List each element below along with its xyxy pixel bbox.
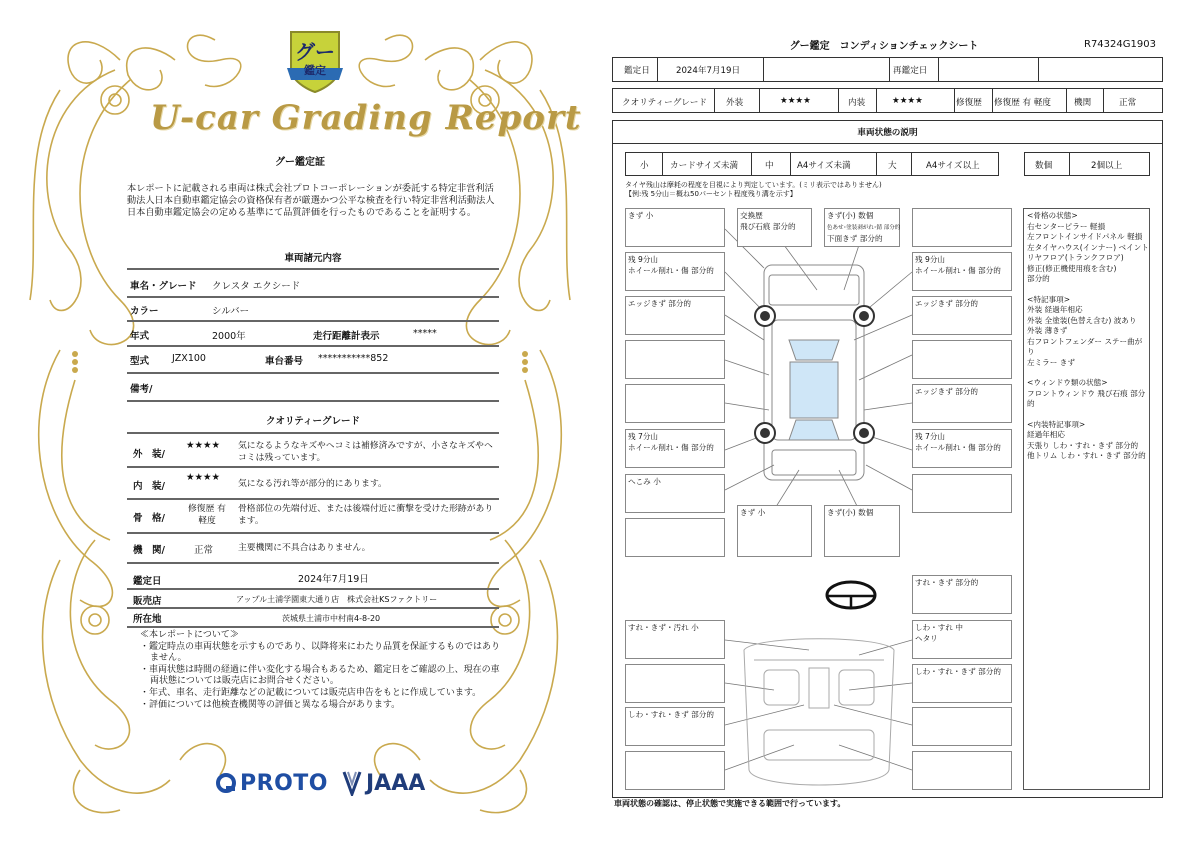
count-value: 2個以上 [1091, 161, 1123, 171]
proto-logo-text: PROTO [240, 770, 328, 796]
divider [127, 626, 499, 628]
callout-text: 交換歴 [740, 211, 763, 220]
quality-engine-value: 正常 [194, 545, 214, 556]
callout-box [912, 751, 1012, 790]
size-medium-label: 中 [765, 161, 774, 171]
callout-text: ホイール削れ・傷 部分的 [628, 266, 714, 275]
callout-box [625, 664, 725, 703]
certificate-title: グー鑑定証 [275, 157, 325, 168]
report-notes [140, 630, 500, 711]
callout-text: 残 7分山 [628, 432, 659, 441]
callout-text: 色あせ･塗装剥がれ･錆 部分的 [827, 225, 901, 231]
footer-note: 車両状態の確認は、停止状態で実施できる範囲で行っています。 [614, 799, 846, 808]
callout-text: しわ・すれ 中 [915, 623, 963, 632]
quality-ext-stars: ★★★★ [186, 440, 221, 451]
reappraisal-date-label: 再鑑定日 [893, 66, 928, 76]
detail-line: <ウィンドウ類の状態> [1027, 378, 1108, 387]
location-value: 茨城県土浦市中村南4-8-20 [282, 614, 381, 623]
jaaa-logo [342, 770, 425, 796]
callout-text: 残 9分山 [915, 255, 946, 264]
dealer-value: アップル土浦学園東大通り店 株式会社KSファクトリー [236, 595, 438, 604]
size-small-label: 小 [640, 161, 649, 171]
location-label: 所在地 [133, 614, 162, 625]
detail-line: 左フロントインサイドパネル 軽損 [1027, 232, 1143, 241]
condition-title: 車両状態の説明 [857, 128, 918, 138]
exterior-label: 外装 [726, 98, 744, 108]
callout-text: すれ・きず 部分的 [915, 578, 979, 587]
callout-box [912, 340, 1012, 379]
spec-color-value: シルバー [212, 306, 250, 317]
callout-text: ホイール削れ・傷 部分的 [915, 443, 1001, 452]
divider [127, 588, 499, 590]
spec-chassis-label: 車台番号 [265, 356, 304, 367]
repair-history-label: 修復歴 [956, 98, 982, 108]
quality-ext-desc: 気になるようなキズやヘコミは補修済みですが、小さなキズやヘコミは残っています。 [238, 441, 493, 463]
badge-top-text: グー [295, 40, 335, 64]
tire-example: 【例:残 5分山＝概ね50パーセント程度残り溝を示す】 [625, 190, 797, 198]
callout-text: ヘタリ [915, 634, 938, 643]
divider [127, 320, 499, 322]
detail-line: 修正(修正機使用痕を含む) [1027, 263, 1117, 273]
divider [127, 345, 499, 347]
callout-box [625, 340, 725, 379]
quality-engine-desc: 主要機関に不具合はありません。 [238, 543, 371, 553]
divider [127, 498, 499, 500]
spec-name-label: 車名・グレード [130, 281, 197, 292]
callout-text: きず 小 [740, 508, 766, 517]
proto-mark-icon [215, 772, 237, 794]
quality-int-desc: 気になる汚れ等が部分的にあります。 [238, 479, 387, 489]
spec-year-label: 年式 [130, 331, 150, 342]
quality-int-label: 内 装/ [133, 481, 165, 492]
callout-text: 残 7分山 [915, 432, 946, 441]
callout-text: へこみ 小 [628, 477, 661, 486]
report-id: R74324G1903 [1084, 39, 1156, 50]
interior-label: 内装 [848, 98, 866, 108]
appraisal-date-label: 鑑定日 [133, 576, 162, 587]
detail-line: 経過年相応 [1027, 430, 1065, 439]
callout-box [625, 518, 725, 557]
callout-text: ホイール削れ・傷 部分的 [915, 266, 1001, 275]
condition-check-sheet [604, 0, 1200, 848]
divider [127, 466, 499, 468]
divider [127, 296, 499, 298]
appraisal-date-value: 2024年7月19日 [676, 66, 741, 76]
note-item: ・年式、車名、走行距離などの記載については販売店申告をもとに作成しています。 [140, 687, 482, 698]
callout-text: きず 小 [628, 211, 654, 220]
quality-heading: クオリティーグレード [265, 416, 361, 427]
size-small-value: カードサイズ未満 [670, 161, 739, 171]
divider [127, 607, 499, 609]
specs-heading: 車両諸元内容 [284, 253, 342, 264]
divider [127, 432, 499, 434]
divider [127, 268, 499, 270]
appraisal-date-value: 2024年7月19日 [298, 574, 369, 585]
spec-color-label: カラー [130, 306, 159, 317]
detail-line: フロントウィンドウ 飛び石痕 部分的 [1027, 388, 1146, 408]
callout-text: 下面きず 部分的 [827, 234, 883, 243]
spec-name-value: クレスタ エクシード [212, 281, 301, 292]
quality-frame-desc: 骨格部位の先端付近、または後端付近に衝撃を受けた形跡があります。 [238, 504, 494, 526]
callout-box [912, 208, 1012, 247]
spec-model-label: 型式 [130, 356, 150, 367]
count-label: 数個 [1035, 161, 1053, 171]
quality-int-stars: ★★★★ [186, 472, 221, 483]
jaaa-logo-text: JAAA [365, 770, 426, 796]
script-title: U-car Grading Report [150, 98, 582, 138]
detail-line: <特記事項> [1027, 294, 1071, 304]
detail-line [1027, 410, 1149, 420]
tire-note: タイヤ残山は摩耗の程度を目視により判定しています。(ミリ表示ではありません) [625, 181, 882, 189]
steering-wheel-icon [827, 582, 875, 608]
detail-line: 外装 経過年相応 [1027, 305, 1083, 314]
callout-text: しわ・すれ・きず 部分的 [915, 667, 1001, 676]
exterior-stars: ★★★★ [780, 96, 811, 106]
badge-bottom-text: 鑑定 [304, 64, 326, 77]
size-medium-value: A4サイズ未満 [797, 161, 851, 171]
detail-line: 外装 全塗装(色替え含む) 波あり [1027, 315, 1137, 325]
detail-line: <内装特記事項> [1027, 419, 1086, 429]
spec-model-value: JZX100 [172, 353, 206, 364]
detail-line: リヤフロア(トランクフロア) [1027, 253, 1124, 262]
note-item: ・評価については他検査機関等の評価と異なる場合があります。 [140, 699, 401, 710]
detail-line: 外装 薄きず [1027, 326, 1068, 335]
detail-line [1027, 285, 1149, 295]
detail-line: 右フロントフェンダー ステー曲がり [1027, 336, 1143, 356]
callout-text: 飛び石痕 部分的 [740, 222, 796, 231]
callout-box [625, 384, 725, 423]
interior-stars: ★★★★ [892, 96, 923, 106]
callout-box [912, 707, 1012, 746]
size-large-value: A4サイズ以上 [926, 161, 980, 171]
dealer-label: 販売店 [133, 596, 162, 607]
jaaa-mark-icon [342, 770, 362, 796]
note-item: ・車両状態は時間の経過に伴い変化する場合もあるため、鑑定日をご確認の上、現在の車両状態については販売店にお問合せください。 [140, 664, 500, 687]
detail-line: 右センターピラー 軽損 [1027, 221, 1106, 231]
callout-text: エッジきず 部分的 [915, 387, 979, 396]
detail-line: <骨格の状態> [1027, 211, 1078, 220]
spec-year-value: 2000年 [212, 331, 246, 342]
spec-mileage-value: ***** [413, 328, 437, 339]
engine-value: 正常 [1119, 98, 1137, 108]
callout-text: きず(小) 数個 [827, 508, 874, 517]
divider [127, 400, 499, 402]
callout-text: しわ・すれ・きず 部分的 [628, 710, 714, 719]
callout-box [912, 474, 1012, 513]
appraisal-date-label: 鑑定日 [624, 66, 650, 76]
divider [127, 372, 499, 374]
callout-box [625, 751, 725, 790]
divider [127, 562, 499, 564]
quality-grade-label: クオリティーグレード [622, 98, 708, 108]
callout-text: 残 9分山 [628, 255, 659, 264]
certificate-statement: 本レポートに記載される車両は株式会社プロトコーポレーションが委託する特定非営利活動法人日本自動車鑑定協会の資格保有者が厳選かつ公平な検査を行い特定非営利活動法人日本自動車鑑定協会の定める基準にて品質評価を行ったものであることを証明する。 [127, 183, 495, 218]
repair-history-value: 修復歴 有 軽度 [994, 98, 1052, 108]
callout-text: すれ・きず・汚れ 小 [628, 623, 699, 632]
car-top-view-icon [764, 265, 864, 480]
quality-ext-label: 外 装/ [133, 449, 165, 460]
callout-text: エッジきず 部分的 [628, 299, 692, 308]
divider [127, 532, 499, 534]
sheet-title: グー鑑定 コンディションチェックシート [789, 41, 979, 52]
details-list [1027, 211, 1149, 462]
footer-logos [215, 770, 425, 796]
quality-engine-label: 機 関/ [133, 545, 165, 556]
detail-line: 部分的 [1027, 274, 1050, 283]
spec-chassis-value: ***********852 [318, 353, 389, 364]
quality-frame-label: 骨 格/ [133, 513, 165, 524]
proto-logo [215, 771, 328, 796]
notes-title: ≪本レポートについて≫ [140, 630, 239, 640]
callout-text: エッジきず 部分的 [915, 299, 979, 308]
detail-line: 他トリム しわ・すれ・きず 部分的 [1027, 451, 1146, 460]
engine-label: 機関 [1074, 98, 1092, 108]
callout-text: きず(小) 数個 [827, 211, 874, 220]
detail-line: 天張り しわ・すれ・きず 部分的 [1027, 440, 1139, 450]
size-large-label: 大 [888, 161, 897, 171]
detail-line: 左ミラー きず [1027, 357, 1075, 367]
spec-remarks-label: 備考/ [130, 384, 153, 395]
note-item: ・鑑定時点の車両状態を示すものであり、以降将来にわたり品質を保証するものではありません。 [140, 641, 501, 664]
spec-mileage-label: 走行距離計表示 [313, 331, 380, 342]
goo-badge-logo [285, 28, 345, 96]
car-interior-view-icon [744, 639, 894, 785]
detail-line [1027, 368, 1149, 378]
callout-text: ホイール削れ・傷 部分的 [628, 443, 714, 452]
quality-frame-value: 修復歴 有 軽度 [188, 504, 226, 526]
detail-line: 左タイヤハウス(インナー) ベイント [1027, 242, 1149, 252]
